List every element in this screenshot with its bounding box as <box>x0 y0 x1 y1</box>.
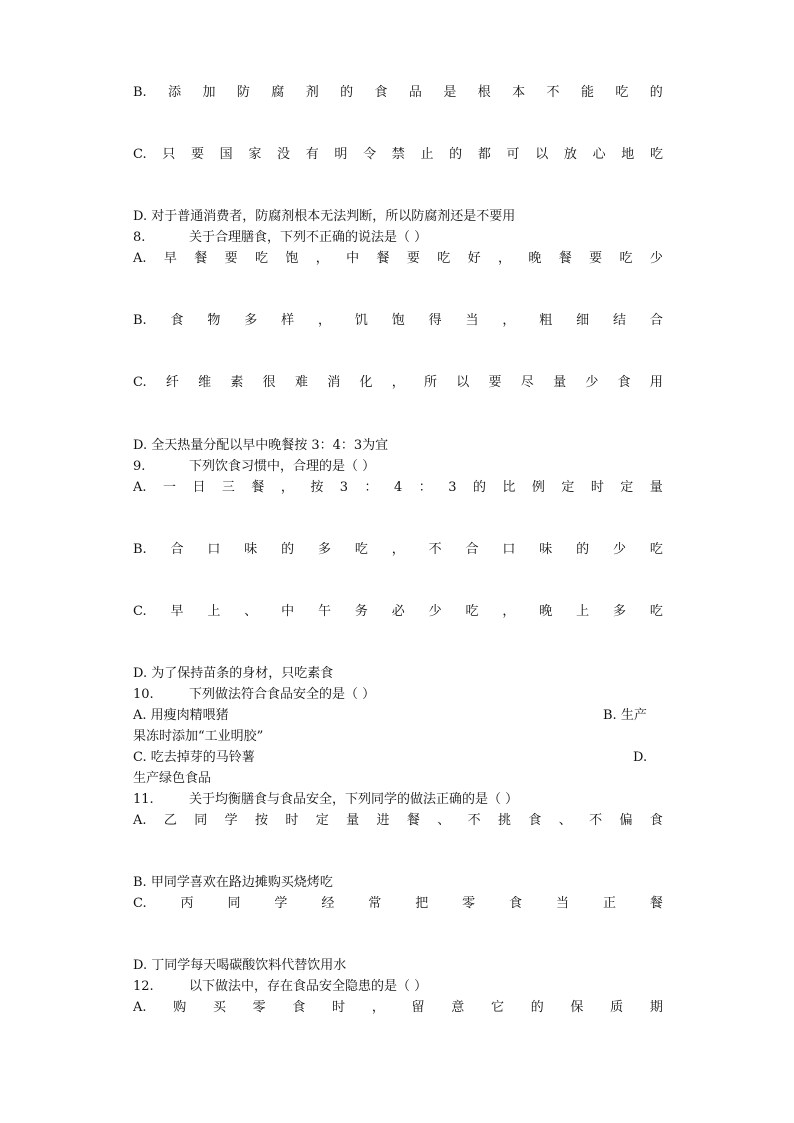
option-b: B. 生产 <box>603 708 647 723</box>
glyph: 味 <box>244 542 258 557</box>
question-line <box>133 791 663 809</box>
glyph: 买 <box>212 1000 226 1015</box>
option-line: D. 丁同学每天喝碳酸饮料代替饮用水 <box>133 958 347 973</box>
glyph: 饥 <box>354 313 368 328</box>
glyph: 是 <box>443 85 457 100</box>
glyph: 加 <box>202 85 216 100</box>
option-line <box>133 250 663 268</box>
option-b-continued: 果冻时添加“工业明胶” <box>133 729 264 744</box>
glyph: 食 <box>617 375 631 390</box>
glyph: 比 <box>502 480 516 495</box>
question-text: 下列做法符合食品安全的是（ ） <box>189 687 376 702</box>
question-number: 10. <box>133 687 154 702</box>
glyph: 丙 <box>180 896 194 911</box>
glyph: 保 <box>570 1000 584 1015</box>
question-number: 12. <box>133 979 154 994</box>
glyph: 定 <box>620 480 634 495</box>
glyph: 质 <box>610 1000 624 1015</box>
glyph: 细 <box>576 313 590 328</box>
glyph: 都 <box>477 147 491 162</box>
question-line <box>133 229 663 247</box>
glyph: ， <box>315 251 329 266</box>
glyph: 口 <box>502 542 516 557</box>
glyph: 务 <box>354 604 368 619</box>
glyph: 晚 <box>528 251 542 266</box>
glyph: C. <box>133 604 147 619</box>
glyph: 难 <box>294 375 308 390</box>
glyph: 没 <box>277 147 291 162</box>
glyph: 食 <box>509 896 523 911</box>
glyph: 吃 <box>437 251 451 266</box>
glyph: 以 <box>535 147 549 162</box>
option-line <box>133 146 663 164</box>
glyph: 可 <box>506 147 520 162</box>
option-d: D. <box>633 750 648 765</box>
glyph: ， <box>371 1000 385 1015</box>
glyph: 以 <box>456 375 470 390</box>
glyph: 期 <box>649 1000 663 1015</box>
glyph: 多 <box>244 313 258 328</box>
glyph: ： <box>364 480 378 495</box>
glyph: 乙 <box>163 813 177 828</box>
glyph: 令 <box>363 147 377 162</box>
question-text: 关于合理膳食，下列不正确的说法是（ ） <box>189 230 428 245</box>
glyph: ， <box>502 313 516 328</box>
glyph: A. <box>133 251 147 266</box>
glyph: 不 <box>546 85 560 100</box>
glyph: A. <box>133 1000 147 1015</box>
glyph: 偏 <box>619 813 633 828</box>
glyph: B. <box>133 542 147 557</box>
glyph: 上 <box>207 604 221 619</box>
glyph: 学 <box>224 813 238 828</box>
glyph: 按 <box>310 480 324 495</box>
question-text: 以下做法中，存在食品安全隐患的是（ ） <box>189 979 428 994</box>
glyph: 要 <box>190 147 204 162</box>
glyph: 根 <box>477 85 491 100</box>
glyph: 量 <box>553 375 567 390</box>
option-line <box>133 479 663 497</box>
glyph: 留 <box>411 1000 425 1015</box>
glyph: 要 <box>406 251 420 266</box>
glyph: 早 <box>163 251 177 266</box>
glyph: 的 <box>472 480 486 495</box>
glyph: 上 <box>576 604 590 619</box>
glyph: 多 <box>318 542 332 557</box>
glyph: 吃 <box>649 542 663 557</box>
glyph: 3 <box>339 480 349 495</box>
glyph: 用 <box>649 375 663 390</box>
glyph: 餐 <box>194 251 208 266</box>
question-text: 下列饮食习惯中，合理的是（ ） <box>189 459 376 474</box>
glyph: 意 <box>451 1000 465 1015</box>
glyph: 量 <box>346 813 360 828</box>
glyph: 餐 <box>558 251 572 266</box>
question-text: 关于均衡膳食与食品安全，下列同学的做法正确的是（ ） <box>189 792 519 807</box>
glyph: 晚 <box>539 604 553 619</box>
glyph: 定 <box>561 480 575 495</box>
glyph: 样 <box>281 313 295 328</box>
glyph: 把 <box>415 896 429 911</box>
option-line <box>133 84 663 102</box>
option-a: A. 用瘦肉精喂猪 <box>133 708 229 723</box>
glyph: ： <box>418 480 432 495</box>
glyph: ， <box>280 480 294 495</box>
glyph: 的 <box>281 542 295 557</box>
glyph: C. <box>133 147 147 162</box>
option-line: B. 甲同学喜欢在路边摊购买烧烤吃 <box>133 875 333 890</box>
glyph: 量 <box>649 480 663 495</box>
glyph: C. <box>133 375 147 390</box>
glyph: 正 <box>602 896 616 911</box>
glyph: 吃 <box>649 604 663 619</box>
glyph: 吃 <box>615 85 629 100</box>
question-number: 11. <box>133 792 154 807</box>
glyph: 中 <box>281 604 295 619</box>
option-line: D. 为了保持苗条的身材，只吃素食 <box>133 666 334 681</box>
glyph: 3 <box>448 480 457 495</box>
glyph: 粗 <box>539 313 553 328</box>
glyph: ， <box>391 375 405 390</box>
glyph: 纤 <box>165 375 179 390</box>
glyph: 它 <box>490 1000 504 1015</box>
glyph: 止 <box>420 147 434 162</box>
glyph: 、 <box>437 813 451 828</box>
glyph: 放 <box>563 147 577 162</box>
option-line <box>133 895 663 913</box>
glyph: 、 <box>558 813 572 828</box>
glyph: 吃 <box>255 251 269 266</box>
glyph: 日 <box>192 480 206 495</box>
glyph: 同 <box>227 896 241 911</box>
glyph: 中 <box>346 251 360 266</box>
glyph: 明 <box>334 147 348 162</box>
glyph: 4 <box>394 480 403 495</box>
glyph: 不 <box>467 813 481 828</box>
glyph: 、 <box>244 604 258 619</box>
question-number: 8. <box>133 230 146 245</box>
glyph: A. <box>133 480 147 495</box>
option-line: D. 对于普通消费者，防腐剂根本无法判断，所以防腐剂还是不要用 <box>133 209 516 224</box>
glyph: 腐 <box>271 85 285 100</box>
glyph: 好 <box>467 251 481 266</box>
glyph: 心 <box>592 147 606 162</box>
glyph: 所 <box>424 375 438 390</box>
glyph: 剂 <box>305 85 319 100</box>
glyph: 餐 <box>406 813 420 828</box>
glyph: 食 <box>170 313 184 328</box>
glyph: A. <box>133 813 147 828</box>
glyph: 必 <box>391 604 405 619</box>
glyph: 要 <box>589 251 603 266</box>
glyph: 时 <box>332 1000 346 1015</box>
glyph: 能 <box>580 85 594 100</box>
glyph: 零 <box>462 896 476 911</box>
glyph: C. <box>133 896 147 911</box>
glyph: 学 <box>274 896 288 911</box>
glyph: 本 <box>512 85 526 100</box>
glyph: 的 <box>530 1000 544 1015</box>
glyph: 地 <box>621 147 635 162</box>
glyph: 定 <box>315 813 329 828</box>
question-line <box>133 686 663 704</box>
glyph: 有 <box>305 147 319 162</box>
glyph: B. <box>133 85 147 100</box>
glyph: 当 <box>465 313 479 328</box>
glyph: 餐 <box>251 480 265 495</box>
glyph: 按 <box>255 813 269 828</box>
glyph: 维 <box>198 375 212 390</box>
glyph: 购 <box>173 1000 187 1015</box>
glyph: 得 <box>428 313 442 328</box>
glyph: 家 <box>248 147 262 162</box>
glyph: 时 <box>590 480 604 495</box>
glyph: 很 <box>262 375 276 390</box>
glyph: 消 <box>327 375 341 390</box>
glyph: 多 <box>612 604 626 619</box>
option-line <box>133 812 663 830</box>
glyph: 尽 <box>520 375 534 390</box>
glyph: 口 <box>207 542 221 557</box>
glyph: ， <box>498 251 512 266</box>
glyph: 品 <box>408 85 422 100</box>
option-d-continued: 生产绿色食品 <box>133 771 212 786</box>
glyph: 吃 <box>354 542 368 557</box>
glyph: 的 <box>340 85 354 100</box>
glyph: B. <box>133 313 147 328</box>
glyph: 当 <box>556 896 570 911</box>
option-line <box>133 374 663 392</box>
glyph: 进 <box>376 813 390 828</box>
glyph: 同 <box>194 813 208 828</box>
glyph: 的 <box>649 85 663 100</box>
glyph: 午 <box>317 604 331 619</box>
glyph: 素 <box>230 375 244 390</box>
glyph: 禁 <box>391 147 405 162</box>
glyph: 添 <box>168 85 182 100</box>
option-line <box>133 603 663 621</box>
glyph: 少 <box>428 604 442 619</box>
glyph: 只 <box>162 147 176 162</box>
glyph: 不 <box>589 813 603 828</box>
glyph: 少 <box>613 542 627 557</box>
glyph: ， <box>391 542 405 557</box>
glyph: 经 <box>321 896 335 911</box>
glyph: 要 <box>224 251 238 266</box>
option-line: D. 全天热量分配以早中晚餐按 3：4：3为宜 <box>133 438 389 453</box>
glyph: 饱 <box>391 313 405 328</box>
glyph: 吃 <box>619 251 633 266</box>
option-line <box>133 999 663 1017</box>
glyph: 食 <box>292 1000 306 1015</box>
glyph: 三 <box>221 480 235 495</box>
glyph: 味 <box>539 542 553 557</box>
glyph: 的 <box>576 542 590 557</box>
glyph: 物 <box>207 313 221 328</box>
glyph: 吃 <box>649 147 663 162</box>
glyph: ， <box>318 313 332 328</box>
glyph: 挑 <box>498 813 512 828</box>
question-number: 9. <box>133 459 146 474</box>
glyph: 食 <box>374 85 388 100</box>
glyph: 餐 <box>649 896 663 911</box>
glyph: 饱 <box>285 251 299 266</box>
glyph: 防 <box>236 85 250 100</box>
glyph: ， <box>502 604 516 619</box>
glyph: 时 <box>285 813 299 828</box>
glyph: 餐 <box>376 251 390 266</box>
question-line <box>133 458 663 476</box>
glyph: 少 <box>585 375 599 390</box>
option-c: C. 吃去掉芽的马铃薯 <box>133 750 255 765</box>
glyph: 合 <box>465 542 479 557</box>
glyph: 一 <box>162 480 176 495</box>
option-line <box>133 312 663 330</box>
glyph: 的 <box>449 147 463 162</box>
option-line <box>133 541 663 559</box>
glyph: 常 <box>368 896 382 911</box>
glyph: 少 <box>649 251 663 266</box>
glyph: 要 <box>488 375 502 390</box>
glyph: 零 <box>252 1000 266 1015</box>
glyph: 国 <box>219 147 233 162</box>
glyph: 早 <box>170 604 184 619</box>
glyph: 不 <box>428 542 442 557</box>
glyph: 吃 <box>465 604 479 619</box>
glyph: 合 <box>170 542 184 557</box>
question-line <box>133 978 663 996</box>
glyph: 例 <box>531 480 545 495</box>
glyph: 食 <box>528 813 542 828</box>
glyph: 结 <box>613 313 627 328</box>
glyph: 化 <box>359 375 373 390</box>
glyph: 合 <box>649 313 663 328</box>
glyph: 食 <box>649 813 663 828</box>
